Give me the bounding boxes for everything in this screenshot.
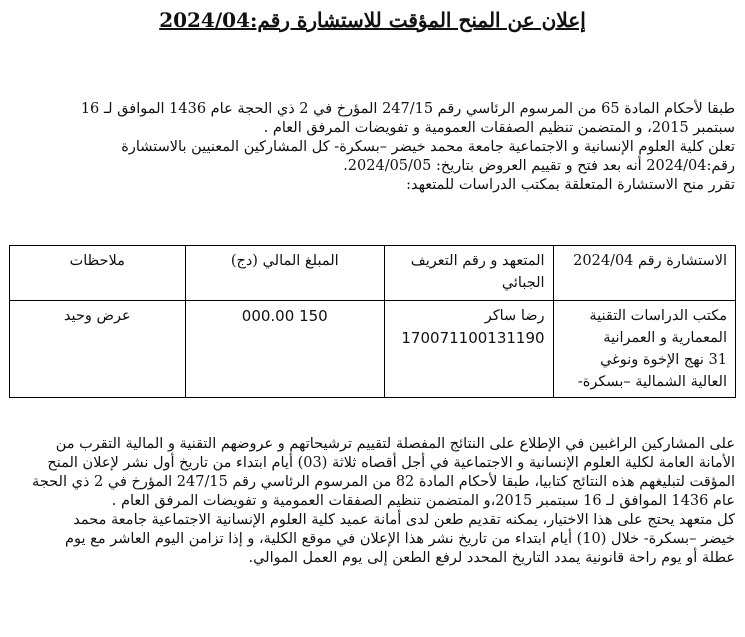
bidder-cell: [384, 301, 553, 398]
intro-line: سبتمبر 2015، و المتضمن تنظيم الصفقات العمومية و تفويضات المرفق العام .: [263, 120, 735, 136]
award-table: [9, 245, 736, 398]
closing-line: عطلة أو يوم راحة قانونية يمدد التاريخ المحدد لرفع الطعن إلى يوم العمل الموالي.: [248, 550, 735, 566]
table-row: [10, 301, 736, 398]
closing-line: كل متعهد يحتج على هذا الاختيار، يمكنه تقديم طعن لدى أمانة عميد كلية العلوم الإنسانية الاجتماعية جامعة محمد: [73, 512, 735, 528]
header-bidder: المتعهد و رقم التعريف الجبائي: [384, 246, 553, 301]
closing-line: عام 1436 الموافق لـ 16 سبتمبر 2015،و المتضمن تنظيم الصفقات العمومية و تفويضات المرفق العام .: [111, 493, 735, 509]
intro-line: تعلن كلية العلوم الإنسانية و الاجتماعية جامعة محمد خيضر –بسكرة- كل المشاركين المعنيين بالاستشارة: [121, 139, 735, 155]
amount-cell: 150 000.00: [185, 301, 384, 398]
consultation-line: العالية الشمالية –بسكرة-: [577, 374, 727, 390]
closing-line: المؤقت لتبليغهم هذه النتائج كتابيا، طبقا لأحكام المادة 82 من المرسوم الرئاسي رقم 247/15 المؤرخ في 2 ذي الحجة: [32, 474, 735, 490]
table-header-row: [10, 246, 736, 301]
bidder-tax-id: 170071100131190: [401, 329, 545, 347]
intro-paragraph: [10, 100, 735, 195]
closing-line: خيضر –بسكرة- خلال (10) أيام ابتداء من تاريخ نشر هذا الإعلان في موقع الكلية، و إذا تزامن اليوم العاشر مع يوم: [65, 531, 735, 547]
header-consultation: الاستشارة رقم 2024/04: [553, 246, 735, 301]
intro-line: طبقا لأحكام المادة 65 من المرسوم الرئاسي رقم 247/15 المؤرخ في 2 ذي الحجة عام 1436 الموافق لـ 16: [80, 101, 735, 117]
bidder-name: رضا ساكر: [484, 308, 545, 324]
closing-line: على المشاركين الراغبين في الإطلاع على النتائج المفصلة لتقييم ترشيحاتهم و عروضهم التقنية و المالية التقرب من: [55, 436, 735, 452]
intro-line: رقم:2024/04 أنه بعد فتح و تقييم العروض بتاريخ: 2024/05/05.: [343, 158, 735, 174]
consultation-cell: [553, 301, 735, 398]
consultation-line: المعمارية و العمرانية: [603, 330, 727, 346]
closing-paragraph: [10, 435, 735, 568]
header-notes: ملاحظات: [10, 246, 186, 301]
header-amount: المبلغ المالي (دج): [185, 246, 384, 301]
closing-line: الأمانة العامة لكلية العلوم الإنسانية و الاجتماعية في أجل أقصاه ثلاثة (03) أيام ابتداء من تاريخ أول نشر لإعلان المنح: [47, 455, 735, 471]
consultation-line: مكتب الدراسات التقنية: [589, 308, 727, 324]
announcement-title: إعلان عن المنح المؤقت للاستشارة رقم:2024/04: [159, 8, 586, 32]
notes-cell: عرض وحيد: [10, 301, 186, 398]
consultation-line: 31 نهج الإخوة ونوغي: [600, 352, 727, 368]
intro-line: تقرر منح الاستشارة المتعلقة بمكتب الدراسات للمتعهد:: [406, 177, 735, 193]
